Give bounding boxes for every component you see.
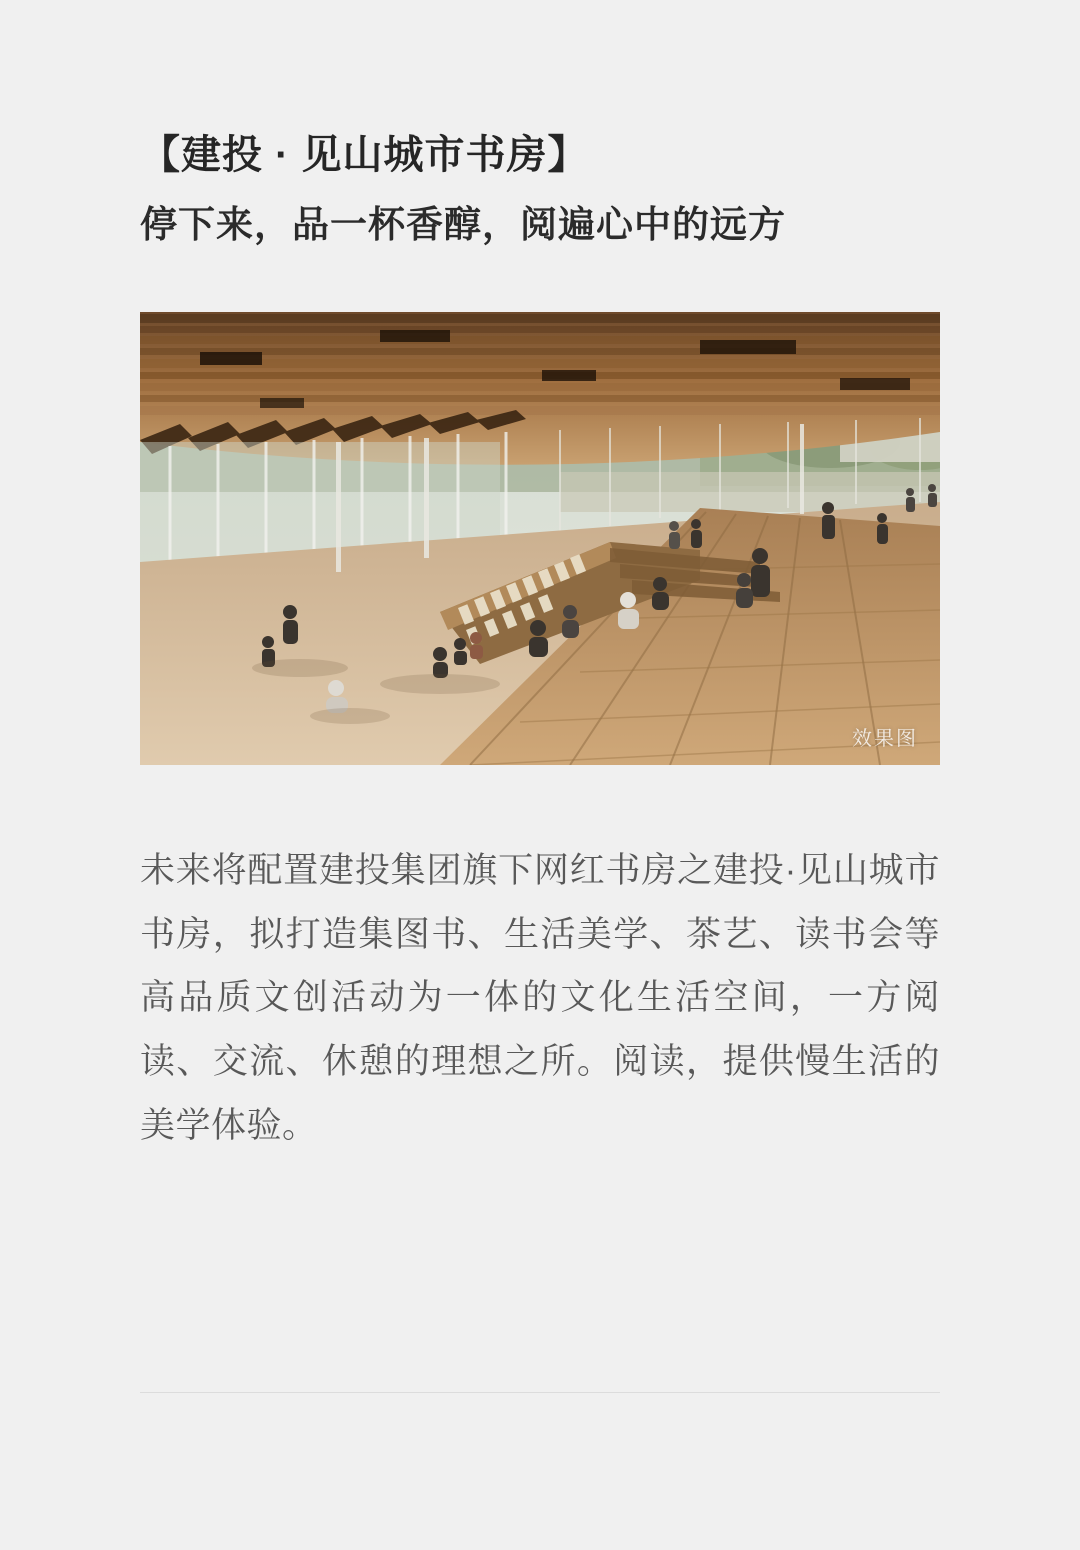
article-body: 未来将配置建投集团旗下网红书房之建投·见山城市书房，拟打造集图书、生活美学、茶艺、读书会等高品质文创活动为一体的文化生活空间，一方阅读、交流、休憩的理想之所。阅读，提供慢生活的美学体验。	[140, 850, 940, 1145]
image-watermark: 效果图	[852, 727, 918, 750]
rendering-illustration	[140, 312, 940, 765]
page-subtitle: 停下来，品一杯香醇，阅遍心中的远方	[140, 204, 786, 245]
headline-block	[140, 0, 940, 250]
page-title: 【建投 · 见山城市书房】	[140, 133, 589, 177]
footer-divider	[140, 1392, 940, 1393]
article-content	[140, 0, 940, 1192]
city-bookhouse-rendering	[140, 312, 940, 765]
